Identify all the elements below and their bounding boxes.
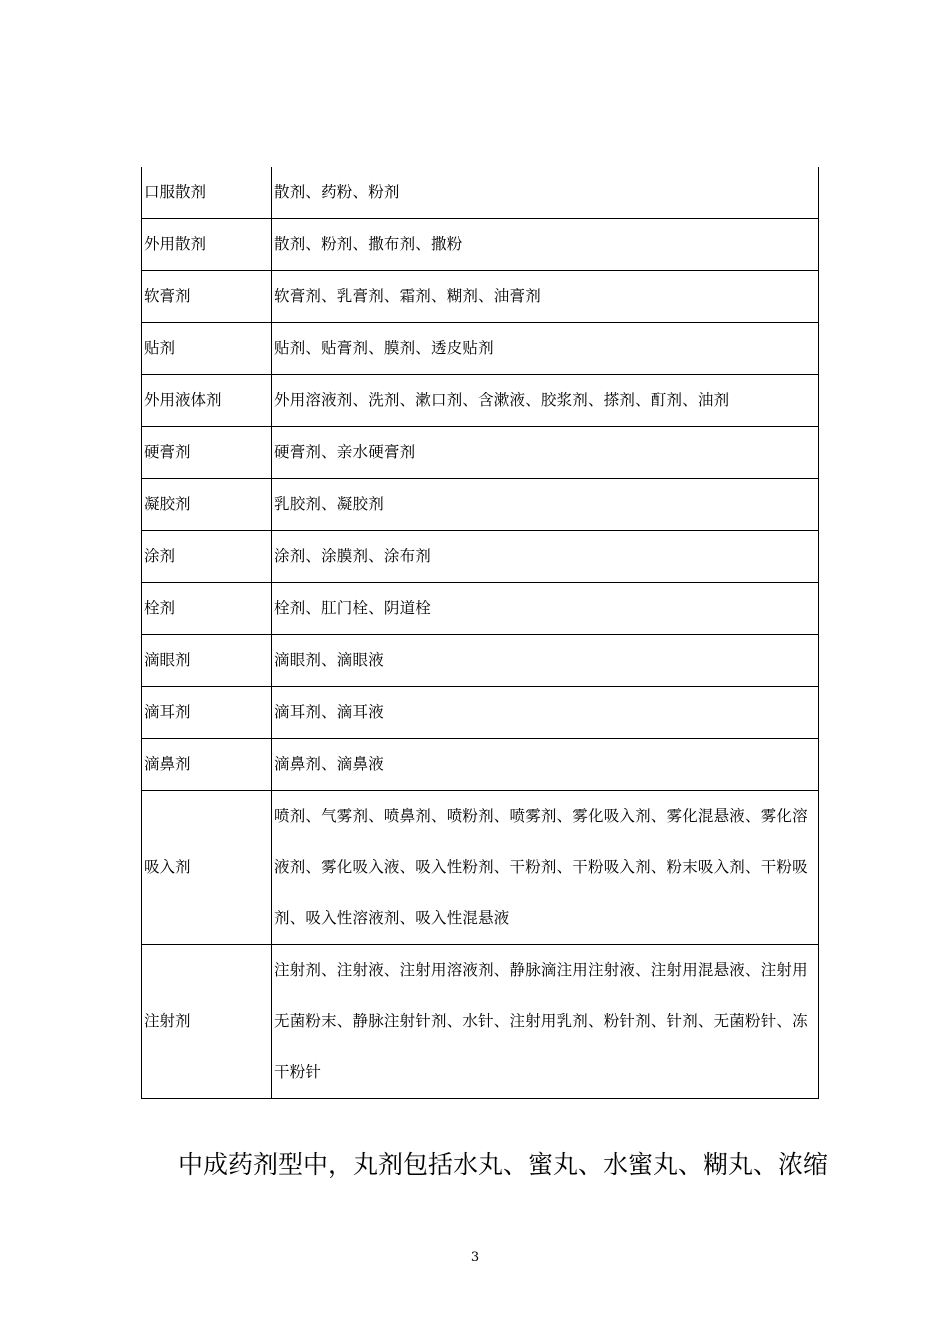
dosage-forms-cell: 注射剂、注射液、注射用溶液剂、静脉滴注用注射液、注射用混悬液、注射用无菌粉末、静脉注射针剂、水针、注射用乳剂、粉针剂、针剂、无菌粉针、冻干粉针 — [272, 945, 819, 1099]
dosage-category-cell: 吸入剂 — [142, 791, 272, 945]
table-row — [142, 167, 819, 219]
table-row — [142, 219, 819, 271]
table-row — [142, 531, 819, 583]
table-row — [142, 687, 819, 739]
dosage-forms-cell: 软膏剂、乳膏剂、霜剂、糊剂、油膏剂 — [272, 271, 819, 323]
dosage-form-table — [141, 167, 819, 1099]
dosage-category-cell: 贴剂 — [142, 323, 272, 375]
dosage-category-cell: 凝胶剂 — [142, 479, 272, 531]
dosage-category-cell: 涂剂 — [142, 531, 272, 583]
dosage-category-cell: 硬膏剂 — [142, 427, 272, 479]
dosage-category-cell: 滴眼剂 — [142, 635, 272, 687]
page-number: 3 — [470, 1250, 480, 1265]
table-row — [142, 635, 819, 687]
dosage-category-cell: 外用散剂 — [142, 219, 272, 271]
table-row — [142, 375, 819, 427]
dosage-forms-cell: 散剂、药粉、粉剂 — [272, 167, 819, 219]
dosage-category-cell: 外用液体剂 — [142, 375, 272, 427]
table-row — [142, 427, 819, 479]
table-row — [142, 945, 819, 1099]
dosage-forms-cell: 外用溶液剂、洗剂、漱口剂、含漱液、胶浆剂、搽剂、酊剂、油剂 — [272, 375, 819, 427]
body-paragraph: 中成药剂型中，丸剂包括水丸、蜜丸、水蜜丸、糊丸、浓缩 — [178, 1150, 829, 1179]
dosage-category-cell: 滴鼻剂 — [142, 739, 272, 791]
dosage-forms-cell: 乳胶剂、凝胶剂 — [272, 479, 819, 531]
dosage-forms-cell: 贴剂、贴膏剂、膜剂、透皮贴剂 — [272, 323, 819, 375]
dosage-forms-cell: 硬膏剂、亲水硬膏剂 — [272, 427, 819, 479]
dosage-category-cell: 滴耳剂 — [142, 687, 272, 739]
table-row — [142, 583, 819, 635]
dosage-forms-cell: 涂剂、涂膜剂、涂布剂 — [272, 531, 819, 583]
dosage-forms-cell: 喷剂、气雾剂、喷鼻剂、喷粉剂、喷雾剂、雾化吸入剂、雾化混悬液、雾化溶液剂、雾化吸入液、吸入性粉剂、干粉剂、干粉吸入剂、粉末吸入剂、干粉吸剂、吸入性溶液剂、吸入性混悬液 — [272, 791, 819, 945]
table-row — [142, 271, 819, 323]
dosage-forms-cell: 滴鼻剂、滴鼻液 — [272, 739, 819, 791]
table-row — [142, 479, 819, 531]
dosage-category-cell: 口服散剂 — [142, 167, 272, 219]
dosage-category-cell: 软膏剂 — [142, 271, 272, 323]
dosage-category-cell: 栓剂 — [142, 583, 272, 635]
dosage-forms-cell: 散剂、粉剂、撒布剂、撒粉 — [272, 219, 819, 271]
dosage-category-cell: 注射剂 — [142, 945, 272, 1099]
table-row — [142, 739, 819, 791]
dosage-forms-cell: 栓剂、肛门栓、阴道栓 — [272, 583, 819, 635]
dosage-forms-cell: 滴耳剂、滴耳液 — [272, 687, 819, 739]
dosage-forms-cell: 滴眼剂、滴眼液 — [272, 635, 819, 687]
table-row — [142, 791, 819, 945]
table-row — [142, 323, 819, 375]
